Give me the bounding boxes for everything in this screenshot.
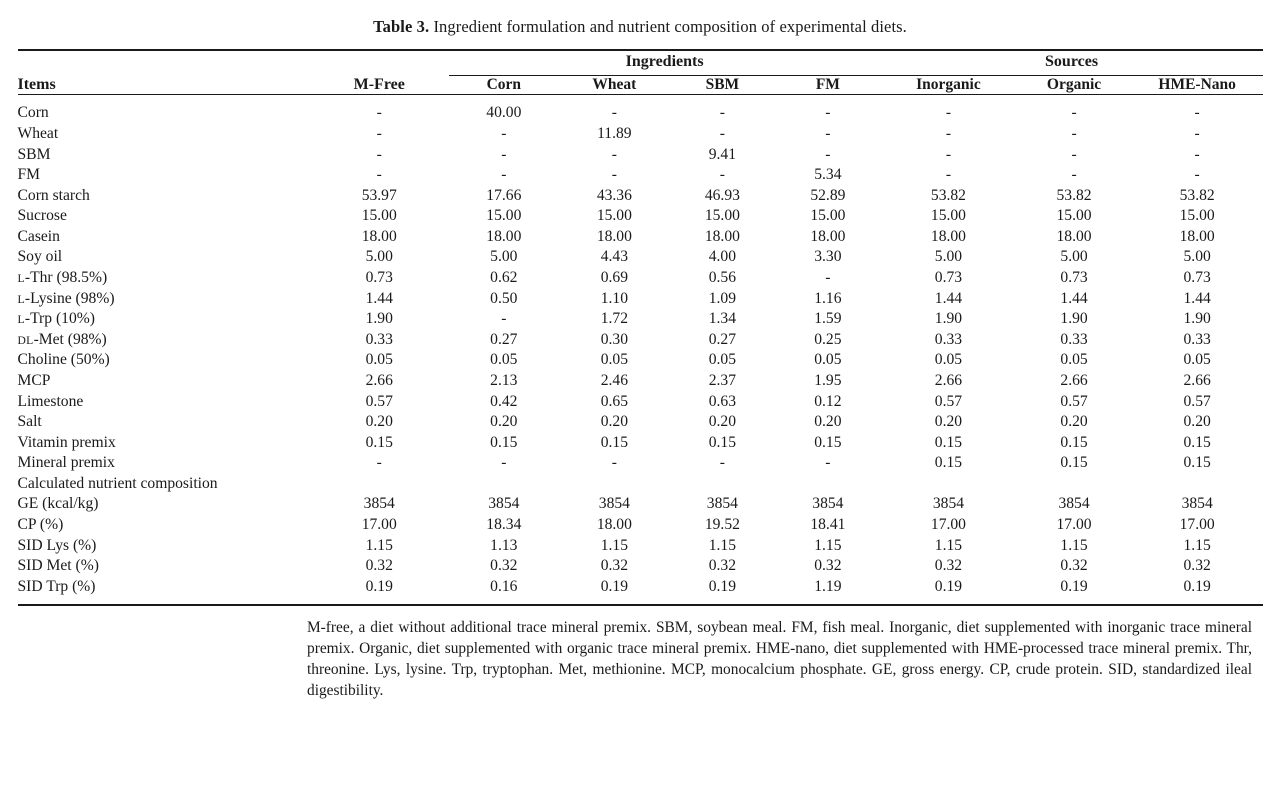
- cell-inorganic: 0.19: [934, 577, 963, 595]
- diet-formulation-table: [18, 49, 1263, 608]
- cell-inorganic: 1.90: [934, 310, 963, 328]
- cell-fm: 1.16: [814, 289, 842, 307]
- cell-mfree: 53.97: [361, 186, 397, 204]
- cell-fm: 52.89: [810, 186, 846, 204]
- cell-fm: 1.59: [814, 310, 842, 328]
- cell-spacer: [435, 577, 449, 606]
- cell-sbm: 1.09: [708, 289, 737, 307]
- cell-inorganic: 0.32: [934, 557, 963, 575]
- cell-fm: -: [825, 104, 831, 122]
- cell-mfree: -: [376, 145, 382, 163]
- cell-wheat: 1.10: [600, 289, 628, 307]
- cell-wheat: -: [611, 104, 617, 122]
- cell-sbm: 9.41: [708, 145, 737, 163]
- cell-spacer: [435, 433, 449, 454]
- cell-spacer: [435, 96, 449, 124]
- table-row: [18, 165, 1263, 186]
- cell-mfree: 0.19: [365, 577, 393, 595]
- row-label: L-Trp (10%): [17, 310, 95, 328]
- cell-fm: 3854: [812, 495, 844, 513]
- cell-corn: 0.05: [490, 351, 518, 369]
- cell-mfree: 0.57: [365, 392, 393, 410]
- cell-fm: 0.15: [814, 433, 842, 451]
- cell-inorganic: -: [945, 104, 952, 122]
- cell-hme-nano: 0.32: [1183, 557, 1211, 575]
- cell-sbm: -: [719, 104, 725, 122]
- cell-spacer: [435, 330, 449, 351]
- table-row: [18, 453, 1263, 474]
- table-row: [18, 433, 1263, 454]
- cell-fm: -: [825, 269, 831, 287]
- row-label-smallcaps: L: [17, 292, 25, 306]
- cell-spacer: [435, 186, 449, 207]
- cell-mfree: 3854: [363, 495, 395, 513]
- header-organic: Organic: [1046, 76, 1102, 94]
- row-label: SID Met (%): [17, 557, 99, 575]
- cell-wheat: 0.20: [600, 413, 628, 431]
- cell-inorganic: 1.15: [934, 536, 963, 554]
- cell-corn: -: [501, 310, 507, 328]
- cell-hme-nano: 17.00: [1179, 516, 1215, 533]
- cell-spacer: [435, 371, 449, 392]
- cell-organic: 0.33: [1060, 330, 1088, 348]
- cell-spacer: [435, 165, 449, 186]
- cell-organic: 0.73: [1060, 269, 1088, 287]
- cell-hme-nano: 0.05: [1183, 351, 1211, 369]
- header-corn: Corn: [486, 76, 522, 94]
- cell-spacer: [435, 474, 449, 495]
- cell-fm: 0.12: [814, 392, 842, 410]
- cell-sbm: [670, 474, 776, 495]
- cell-mfree: 1.15: [365, 536, 393, 554]
- cell-hme-nano: 0.73: [1183, 269, 1211, 287]
- row-label: SID Lys (%): [17, 536, 97, 554]
- table-row: [18, 227, 1263, 248]
- cell-mfree: -: [376, 166, 382, 184]
- header-group-sources: [881, 53, 1263, 76]
- cell-wheat: 15.00: [596, 207, 632, 225]
- cell-hme-nano: 18.00: [1179, 227, 1215, 245]
- table-body: [18, 96, 1263, 605]
- cell-spacer: [435, 206, 449, 227]
- row-label: Calculated nutrient composition: [17, 474, 218, 492]
- cell-inorganic: 0.20: [934, 413, 963, 431]
- cell-inorganic: 5.00: [934, 248, 963, 266]
- cell-fm: [775, 474, 881, 495]
- cell-organic: -: [1071, 145, 1077, 163]
- cell-mfree: 2.66: [365, 371, 393, 389]
- table-caption-text: Ingredient formulation and nutrient composition of experimental diets.: [433, 17, 907, 36]
- cell-sbm: -: [719, 166, 725, 184]
- table-row: [18, 247, 1263, 268]
- cell-organic: 0.15: [1060, 454, 1088, 472]
- table-row: [18, 515, 1263, 536]
- cell-spacer: [435, 145, 449, 166]
- cell-sbm: 46.93: [704, 186, 740, 204]
- cell-spacer: [435, 412, 449, 433]
- cell-sbm: 2.37: [708, 371, 737, 389]
- header-group-sources-label: Sources: [881, 53, 1263, 76]
- cell-sbm: 19.52: [704, 516, 740, 533]
- cell-mfree: 5.00: [365, 248, 393, 266]
- cell-inorganic: 18.00: [930, 227, 966, 245]
- cell-spacer: [435, 268, 449, 289]
- table-row: [18, 145, 1263, 166]
- row-label: Salt: [17, 413, 42, 431]
- cell-organic: 0.20: [1060, 413, 1088, 431]
- header-inorganic: Inorganic: [916, 76, 981, 94]
- cell-fm: -: [825, 454, 831, 472]
- cell-mfree: 0.15: [365, 433, 393, 451]
- cell-spacer: [435, 392, 449, 413]
- row-label: Soy oil: [17, 248, 63, 266]
- cell-wheat: 0.65: [600, 392, 628, 410]
- cell-hme-nano: -: [1194, 104, 1200, 122]
- cell-fm: 18.00: [810, 227, 846, 245]
- cell-inorganic: 17.00: [930, 516, 966, 533]
- row-label: Wheat: [17, 125, 59, 143]
- cell-corn: 0.50: [490, 289, 518, 307]
- cell-spacer: [435, 515, 449, 536]
- cell-inorganic: [881, 474, 1017, 495]
- cell-sbm: 0.32: [708, 557, 737, 575]
- cell-spacer: [435, 536, 449, 557]
- cell-spacer: [435, 247, 449, 268]
- cell-organic: 5.00: [1060, 248, 1088, 266]
- cell-fm: 5.34: [814, 166, 842, 184]
- cell-organic: 0.19: [1060, 577, 1088, 595]
- header-spacer: [435, 53, 449, 95]
- table-row: [18, 556, 1263, 577]
- cell-organic: 0.57: [1060, 392, 1088, 410]
- cell-sbm: 0.56: [708, 269, 737, 287]
- cell-wheat: 4.43: [600, 248, 628, 266]
- cell-corn: -: [501, 454, 507, 472]
- cell-inorganic: -: [945, 145, 952, 163]
- header-group-ingredients: [449, 53, 881, 76]
- cell-mfree: 18.00: [361, 227, 397, 245]
- cell-spacer: [435, 350, 449, 371]
- cell-organic: 1.15: [1060, 536, 1088, 554]
- table-row: [18, 289, 1263, 310]
- cell-fm: 0.20: [814, 413, 842, 431]
- row-label: GE (kcal/kg): [17, 495, 99, 513]
- cell-sbm: 4.00: [708, 248, 737, 266]
- cell-organic: 2.66: [1060, 371, 1088, 389]
- cell-hme-nano: 15.00: [1179, 207, 1215, 225]
- cell-wheat: 1.15: [600, 536, 628, 554]
- cell-wheat: 3854: [598, 495, 630, 513]
- row-label: SBM: [17, 145, 51, 163]
- cell-mfree: -: [376, 104, 382, 122]
- cell-corn: 1.13: [490, 536, 518, 554]
- cell-organic: 53.82: [1056, 186, 1092, 204]
- cell-corn: 0.15: [490, 433, 518, 451]
- cell-wheat: [559, 474, 670, 495]
- cell-spacer: [435, 124, 449, 145]
- header-group-ingredients-label: Ingredients: [449, 53, 881, 76]
- cell-fm: 0.25: [814, 330, 842, 348]
- table-row: [18, 268, 1263, 289]
- cell-mfree: 17.00: [361, 516, 397, 533]
- cell-organic: 1.44: [1060, 289, 1088, 307]
- cell-wheat: 0.32: [600, 557, 628, 575]
- table-row: [18, 412, 1263, 433]
- cell-spacer: [435, 556, 449, 577]
- cell-hme-nano: -: [1194, 166, 1200, 184]
- cell-wheat: 0.69: [600, 269, 628, 287]
- cell-mfree: 0.20: [365, 413, 393, 431]
- cell-inorganic: 2.66: [934, 371, 963, 389]
- cell-mfree: 0.05: [365, 351, 393, 369]
- cell-organic: 17.00: [1056, 516, 1092, 533]
- cell-inorganic: 1.44: [934, 289, 963, 307]
- cell-corn: 5.00: [490, 248, 518, 266]
- cell-corn: -: [501, 145, 507, 163]
- cell-wheat: 18.00: [596, 516, 632, 533]
- cell-wheat: 11.89: [597, 125, 632, 143]
- header-mfree: M-Free: [353, 76, 405, 94]
- cell-fm: 0.32: [814, 557, 842, 575]
- cell-corn: 0.62: [490, 269, 518, 287]
- row-label: Vitamin premix: [17, 433, 116, 451]
- cell-hme-nano: -: [1194, 145, 1200, 163]
- row-label: MCP: [17, 371, 51, 389]
- cell-corn: 0.32: [490, 557, 518, 575]
- table-row: [18, 474, 1263, 495]
- row-label: DL-Met (98%): [17, 330, 107, 348]
- cell-hme-nano: 1.44: [1183, 289, 1211, 307]
- row-label-smallcaps: L: [17, 272, 25, 286]
- cell-organic: 18.00: [1056, 227, 1092, 245]
- cell-corn: 0.20: [490, 413, 518, 431]
- cell-organic: 1.90: [1060, 310, 1088, 328]
- cell-hme-nano: [1132, 474, 1263, 495]
- table-row: [18, 96, 1263, 124]
- cell-corn: 0.27: [490, 330, 518, 348]
- header-wheat: Wheat: [592, 76, 637, 94]
- table-footnote: M-free, a diet without additional trace mineral premix. SBM, soybean meal. FM, fish meal. Inorganic, diet supplemented with inorganic trace mineral premix. Organic, diet supplemented with organic trace mineral premix. HME-nano, diet supplemented with HME-processed trace mineral premix. Thr, threonine. Lys, lysine. Trp, tryptophan. Met, methionine. MCP, monocalcium phosphate. GE, gross energy. CP, crude protein. SID, standardized ileal digestibility.: [307, 619, 1252, 700]
- cell-inorganic: -: [945, 125, 952, 143]
- cell-mfree: -: [376, 125, 382, 143]
- cell-hme-nano: 3854: [1181, 495, 1213, 513]
- cell-corn: -: [501, 125, 507, 143]
- cell-mfree: 15.00: [361, 207, 397, 225]
- cell-hme-nano: 53.82: [1179, 186, 1215, 204]
- cell-hme-nano: 5.00: [1183, 248, 1211, 266]
- cell-hme-nano: 0.33: [1183, 330, 1211, 348]
- header-hme-nano: HME-Nano: [1158, 76, 1236, 94]
- row-label: L-Lysine (98%): [17, 289, 115, 307]
- cell-organic: -: [1071, 125, 1077, 143]
- row-label: Choline (50%): [17, 351, 110, 369]
- row-label: Limestone: [17, 392, 84, 410]
- cell-fm: -: [825, 145, 831, 163]
- cell-organic: 0.05: [1060, 351, 1088, 369]
- cell-sbm: 1.15: [708, 536, 737, 554]
- cell-corn: [449, 474, 560, 495]
- cell-corn: 0.42: [490, 392, 518, 410]
- cell-hme-nano: 1.15: [1183, 536, 1211, 554]
- cell-mfree: 0.73: [365, 269, 393, 287]
- cell-inorganic: 0.57: [934, 392, 963, 410]
- cell-fm: 18.41: [810, 516, 846, 533]
- row-label: CP (%): [17, 516, 64, 533]
- table-caption: [14, 16, 1266, 37]
- cell-spacer: [435, 309, 449, 330]
- cell-sbm: 0.20: [708, 413, 737, 431]
- cell-mfree: 0.33: [365, 330, 393, 348]
- cell-organic: [1016, 474, 1132, 495]
- cell-hme-nano: 0.57: [1183, 392, 1211, 410]
- header-items: Items: [17, 76, 56, 94]
- row-label: FM: [17, 166, 41, 184]
- table-caption-label: Table 3.: [373, 17, 430, 36]
- cell-mfree: 1.90: [365, 310, 393, 328]
- cell-wheat: -: [611, 145, 617, 163]
- cell-hme-nano: 0.15: [1183, 454, 1211, 472]
- table-head: [18, 50, 1263, 96]
- header-sbm: SBM: [705, 76, 740, 94]
- cell-spacer: [435, 494, 449, 515]
- cell-wheat: 18.00: [596, 227, 632, 245]
- cell-wheat: 43.36: [596, 186, 632, 204]
- cell-wheat: 0.05: [600, 351, 628, 369]
- row-label-smallcaps: DL: [17, 333, 34, 347]
- cell-hme-nano: 0.15: [1183, 433, 1211, 451]
- cell-sbm: 0.19: [708, 577, 737, 595]
- cell-sbm: 0.05: [708, 351, 737, 369]
- cell-sbm: 0.27: [708, 330, 737, 348]
- cell-inorganic: 3854: [932, 495, 965, 513]
- cell-sbm: -: [719, 125, 725, 143]
- row-label: Sucrose: [17, 207, 67, 225]
- table-foot: [18, 605, 1263, 608]
- table-row: [18, 392, 1263, 413]
- row-label: Casein: [17, 227, 60, 245]
- cell-organic: -: [1071, 104, 1077, 122]
- cell-wheat: 1.72: [600, 310, 628, 328]
- row-label: Mineral premix: [17, 454, 115, 472]
- cell-fm: 3.30: [814, 248, 842, 266]
- cell-mfree: -: [376, 454, 382, 472]
- cell-wheat: 0.30: [600, 330, 628, 348]
- cell-organic: 0.15: [1060, 433, 1088, 451]
- cell-hme-nano: 1.90: [1183, 310, 1211, 328]
- header-group-row: [18, 53, 1263, 76]
- table-row: [18, 350, 1263, 371]
- table-row: [18, 371, 1263, 392]
- row-label: L-Thr (98.5%): [17, 269, 108, 287]
- table-row: [18, 309, 1263, 330]
- row-label: SID Trp (%): [17, 577, 96, 595]
- cell-inorganic: 0.15: [934, 433, 963, 451]
- cell-fm: 1.19: [814, 577, 842, 595]
- cell-sbm: -: [719, 454, 725, 472]
- cell-wheat: 2.46: [600, 371, 628, 389]
- cell-fm: 0.05: [814, 351, 842, 369]
- cell-inorganic: 53.82: [930, 186, 966, 204]
- cell-inorganic: 15.00: [930, 207, 966, 225]
- row-label: Corn starch: [17, 186, 90, 204]
- row-label-smallcaps: L: [17, 313, 25, 327]
- cell-hme-nano: 0.20: [1183, 413, 1211, 431]
- table-row: [18, 330, 1263, 351]
- cell-organic: 3854: [1058, 495, 1090, 513]
- cell-inorganic: 0.73: [934, 269, 963, 287]
- cell-fm: 1.15: [814, 536, 842, 554]
- cell-organic: 15.00: [1056, 207, 1092, 225]
- cell-organic: -: [1071, 166, 1077, 184]
- cell-sbm: 0.63: [708, 392, 737, 410]
- cell-hme-nano: 0.19: [1183, 577, 1211, 595]
- cell-corn: 18.34: [486, 516, 522, 533]
- cell-inorganic: 0.05: [934, 351, 963, 369]
- cell-corn: 40.00: [486, 104, 522, 122]
- cell-corn: -: [501, 166, 507, 184]
- cell-corn: 15.00: [486, 207, 522, 225]
- cell-organic: 0.32: [1060, 557, 1088, 575]
- cell-corn: 0.16: [490, 577, 518, 595]
- cell-hme-nano: -: [1194, 125, 1200, 143]
- cell-hme-nano: 2.66: [1183, 371, 1211, 389]
- cell-mfree: 0.32: [365, 557, 393, 575]
- cell-mfree: [324, 474, 435, 495]
- cell-fm: 15.00: [810, 207, 846, 225]
- cell-fm: -: [825, 125, 831, 143]
- header-fm: FM: [815, 76, 840, 94]
- cell-corn: 2.13: [490, 371, 518, 389]
- cell-mfree: 1.44: [365, 289, 393, 307]
- cell-inorganic: -: [945, 166, 952, 184]
- table-row: [18, 494, 1263, 515]
- table-row: [18, 206, 1263, 227]
- table-row: [18, 577, 1263, 606]
- rule-bottom: [18, 605, 1263, 608]
- table-row: [18, 536, 1263, 557]
- cell-spacer: [435, 453, 449, 474]
- cell-sbm: 15.00: [704, 207, 740, 225]
- cell-sbm: 0.15: [708, 433, 737, 451]
- table-row: [18, 124, 1263, 145]
- cell-inorganic: 0.15: [934, 454, 963, 472]
- cell-wheat: 0.15: [600, 433, 628, 451]
- cell-fm: 1.95: [814, 371, 842, 389]
- cell-spacer: [435, 289, 449, 310]
- cell-wheat: -: [611, 454, 617, 472]
- cell-corn: 17.66: [486, 186, 522, 204]
- cell-corn: 3854: [488, 495, 520, 513]
- cell-sbm: 3854: [706, 495, 738, 513]
- row-label: Corn: [17, 104, 49, 122]
- table-row: [18, 186, 1263, 207]
- cell-inorganic: 0.33: [934, 330, 963, 348]
- cell-sbm: 1.34: [708, 310, 737, 328]
- cell-wheat: -: [611, 166, 617, 184]
- cell-sbm: 18.00: [704, 227, 740, 245]
- cell-wheat: 0.19: [600, 577, 628, 595]
- cell-spacer: [435, 227, 449, 248]
- cell-corn: 18.00: [486, 227, 522, 245]
